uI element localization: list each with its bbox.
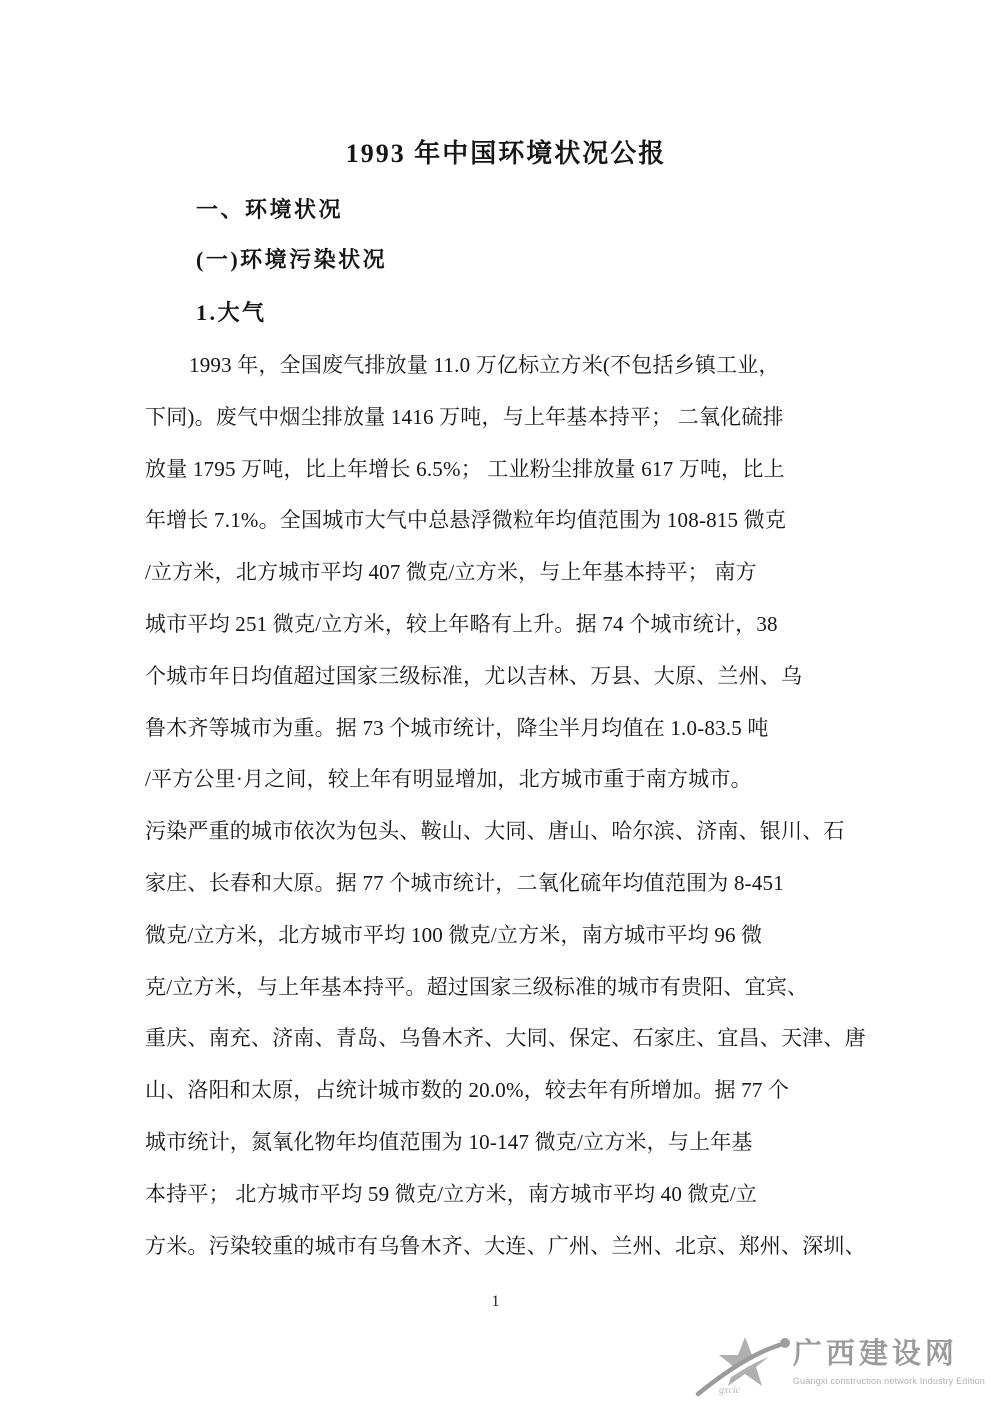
body-line: 城市统计，氮氧化物年均值范围为 10-147 微克/立方米，与上年基	[145, 1129, 753, 1154]
watermark-logo-letters: gxcic	[718, 1385, 740, 1396]
body-line: 下同)。废气中烟尘排放量 1416 万吨，与上年基本持平； 二氧化硫排	[145, 404, 784, 429]
body-line: 1993 年，全国废气排放量 11.0 万亿标立方米(不包括乡镇工业，	[189, 353, 780, 377]
body-line: 家庄、长春和大原。据 77 个城市统计，二氧化硫年均值范围为 8-451	[145, 870, 784, 895]
body-line: 城市平均 251 微克/立方米，较上年略有上升。据 74 个城市统计，38	[145, 611, 778, 636]
watermark	[695, 1334, 985, 1398]
watermark-site-name: 广西建设网	[792, 1338, 958, 1370]
page-number: 1	[491, 1293, 500, 1310]
heading-subsection: (一)环境污染状况	[196, 247, 388, 272]
heading-section: 一、环境状况	[196, 197, 344, 222]
body-line: 方米。污染较重的城市有乌鲁木齐、大连、广州、兰州、北京、郑州、深圳、	[145, 1233, 866, 1258]
body-line: 微克/立方米，北方城市平均 100 微克/立方米，南方城市平均 96 微	[145, 922, 763, 947]
body-line: /平方公里·月之间，较上年有明显增加，北方城市重于南方城市。	[145, 767, 752, 792]
body-line: /立方米，北方城市平均 407 微克/立方米，与上年基本持平； 南方	[145, 560, 757, 585]
star-swoosh-icon	[695, 1334, 791, 1398]
body-line: 鲁木齐等城市为重。据 73 个城市统计，降尘半月均值在 1.0-83.5 吨	[145, 715, 769, 740]
body-paragraph	[145, 340, 867, 1272]
body-line: 克/立方米，与上年基本持平。超过国家三级标准的城市有贵阳、宜宾、	[145, 974, 809, 999]
body-line: 个城市年日均值超过国家三级标准，尤以吉林、万县、大原、兰州、乌	[145, 663, 803, 688]
body-line: 本持平； 北方城市平均 59 微克/立方米，南方城市平均 40 微克/立	[145, 1181, 758, 1206]
body-line: 放量 1795 万吨，比上年增长 6.5%； 工业粉尘排放量 617 万吨，比上	[145, 456, 785, 481]
body-line: 污染严重的城市依次为包头、鞍山、大同、唐山、哈尔滨、济南、银川、石	[145, 819, 845, 844]
body-line: 年增长 7.1%。全国城市大气中总悬浮微粒年均值范围为 108-815 微克	[145, 508, 787, 533]
document-title: 1993 年中国环境状况公报	[345, 139, 667, 168]
heading-item: 1.大气	[196, 300, 267, 325]
body-line: 山、洛阳和太原，占统计城市数的 20.0%，较去年有所增加。据 77 个	[145, 1078, 790, 1103]
body-line: 重庆、南充、济南、青岛、乌鲁木齐、大同、保定、石家庄、宜昌、天津、唐	[145, 1026, 866, 1051]
watermark-tagline: Guangxi construction network Industry Edition	[792, 1376, 985, 1386]
